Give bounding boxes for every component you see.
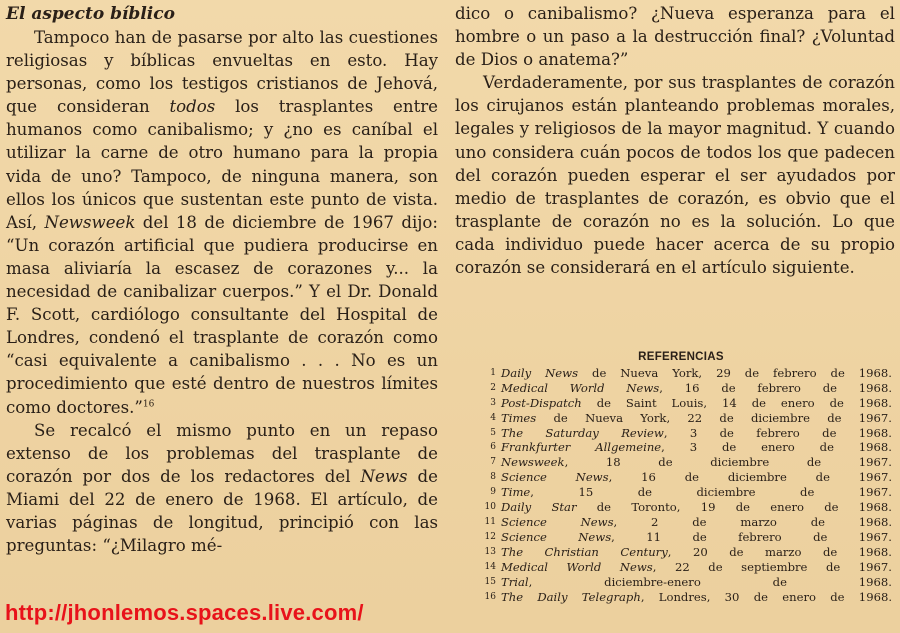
text-run: Se recalcó el mismo punto en un repaso extenso de los problemas del trasplante de corazón por dos de los redactores del (6, 420, 438, 486)
publication-name: Medical World News (501, 559, 653, 574)
publication-name: Medical World News (501, 380, 660, 395)
reference-item (470, 426, 892, 441)
text-run: los trasplantes entre humanos como canibalismo; y ¿no es caníbal el utilizar la carne de otro humano para la propia vida de uno? Tampoco, de ninguna manera, son ellos los únicos que sustentan este punto de vista. Así, (6, 97, 438, 232)
reference-number: 10 (484, 502, 496, 513)
reference-details: de Toronto, 19 de enero de 1968. (576, 500, 892, 515)
reference-number: 16 (484, 591, 496, 602)
reference-item (470, 485, 892, 500)
reference-number: 1 (490, 367, 496, 378)
publication-name: Frankfurter Allgemeine (501, 440, 662, 455)
reference-item (470, 500, 892, 515)
reference-number: 4 (490, 412, 496, 423)
section-heading: El aspecto bíblico (6, 4, 175, 24)
publication-name: Post-Dispatch (501, 395, 582, 410)
reference-details: , 15 de diciembre de 1967. (530, 485, 892, 500)
reference-text (501, 396, 892, 411)
reference-item (470, 440, 892, 455)
reference-item (470, 396, 892, 411)
reference-text (501, 381, 892, 396)
reference-details: , 18 de diciembre de 1967. (564, 455, 892, 470)
reference-details: , 22 de septiembre de 1967. (652, 559, 892, 574)
reference-text (501, 560, 892, 575)
reference-number: 11 (484, 516, 496, 527)
text-run: Newsweek (44, 212, 136, 232)
left-paragraphs (6, 26, 438, 557)
reference-text (501, 515, 892, 530)
publication-name: Newsweek (501, 455, 565, 470)
reference-details: de Nueva York, 29 de febrero de 1968. (578, 365, 892, 380)
text-run: todos (169, 97, 216, 117)
reference-item (470, 515, 892, 530)
reference-item (470, 530, 892, 545)
publication-name: The Saturday Review (501, 425, 664, 440)
reference-item (470, 381, 892, 396)
reference-number: 9 (490, 487, 496, 498)
reference-details: , 2 de marzo de 1968. (613, 514, 892, 529)
closing-paragraph: Verdaderamente, por sus trasplantes de corazón los cirujanos están planteando problemas morales, legales y religiosos de la mayor magnitud. Y cuando uno considera cuán pocos de todos los que padecen del corazón pueden esperar el ser ayudados por medio de trasplantes de corazón, es obvio que el trasplante de corazón no es la solución. Lo que cada individuo puede hacer acerca de su propio corazón se considerará en el artículo siguiente. (455, 73, 895, 278)
reference-text (501, 440, 892, 455)
reference-text (501, 575, 892, 590)
reference-item (470, 575, 892, 590)
reference-text (501, 455, 892, 470)
references-section (470, 350, 892, 604)
reference-number: 15 (484, 576, 496, 587)
reference-number: 13 (484, 546, 496, 557)
reference-text (501, 366, 892, 381)
reference-number: 6 (490, 442, 496, 453)
reference-details: , Londres, 30 de enero de 1968. (640, 589, 892, 604)
text-run: del 18 de diciembre de 1967 dijo: “Un corazón artificial que pudiera producirse en masa aliviaría la escasez de corazones y... la necesidad de canibalizar cuerpos.” Y el Dr. Donald F. Scott, cardiólogo consultante del Hospital de Londres, condenó el trasplante de corazón como “casi equivalente a canibalismo . . . No es un procedimiento que esté dentro de nuestros límites como doctores.” (6, 212, 438, 417)
watermark-url: http://jhonlemos.spaces.live.com/ (5, 600, 364, 625)
reference-number: 2 (490, 382, 496, 393)
reference-text (501, 530, 892, 545)
reference-item (470, 455, 892, 470)
reference-item (470, 560, 892, 575)
reference-details: , 20 de marzo de 1968. (667, 544, 892, 559)
references-list (470, 366, 892, 605)
publication-name: Science News (501, 529, 612, 544)
reference-details: , 3 de febrero de 1968. (663, 425, 892, 440)
publication-name: Trial (501, 574, 529, 589)
reference-item (470, 411, 892, 426)
continued-paragraph: dico o canibalismo? ¿Nueva esperanza para el hombre o un paso a la destrucción final? ¿Voluntad de Dios o anatema?” (455, 4, 895, 70)
reference-item (470, 590, 892, 605)
reference-number: 5 (490, 427, 496, 438)
reference-item (470, 545, 892, 560)
footnote-marker: 16 (142, 398, 155, 409)
publication-name: The Christian Century (501, 544, 668, 559)
reference-number: 7 (490, 457, 496, 468)
reference-number: 14 (484, 561, 496, 572)
reference-item (470, 470, 892, 485)
reference-text (501, 470, 892, 485)
reference-text (501, 500, 892, 515)
reference-number: 12 (484, 531, 496, 542)
reference-text (501, 590, 892, 605)
reference-text (501, 411, 892, 426)
reference-number: 8 (490, 472, 496, 483)
reference-details: de Saint Louis, 14 de enero de 1968. (581, 395, 892, 410)
text-run: News (360, 466, 408, 486)
reference-details: , diciembre-enero de 1968. (528, 574, 892, 589)
reference-text (501, 426, 892, 441)
reference-details: , 16 de diciembre de 1967. (608, 470, 892, 485)
publication-name: Daily News (501, 365, 579, 380)
left-column (6, 2, 438, 557)
reference-details: , 16 de febrero de 1968. (659, 380, 892, 395)
reference-details: , 3 de enero de 1968. (661, 440, 892, 455)
publication-name: Daily Star (501, 500, 577, 515)
publication-name: The Daily Telegraph (501, 589, 641, 604)
publication-name: Science News (501, 514, 614, 529)
references-title: REFERENCIAS (638, 351, 724, 363)
publication-name: Science News (501, 470, 609, 485)
reference-details: de Nueva York, 22 de diciembre de 1967. (536, 410, 892, 425)
body-paragraph (6, 26, 438, 419)
reference-text (501, 485, 892, 500)
reference-item (470, 366, 892, 381)
publication-name: Time (501, 485, 531, 500)
publication-name: Times (501, 410, 537, 425)
body-paragraph (6, 419, 438, 558)
reference-text (501, 545, 892, 560)
text-run: de Miami del 22 de enero de 1968. El artículo, de varias páginas de longitud, principió con las preguntas: “¿Milagro mé- (6, 466, 438, 556)
reference-number: 3 (490, 397, 496, 408)
text-run: Tampoco han de pasarse por alto las cuestiones religiosas y bíblicas envueltas en esto. Hay personas, como los testigos cristianos de Jehová, que consideran (6, 28, 438, 117)
reference-details: , 11 de febrero de 1967. (611, 529, 892, 544)
right-column (455, 2, 895, 279)
